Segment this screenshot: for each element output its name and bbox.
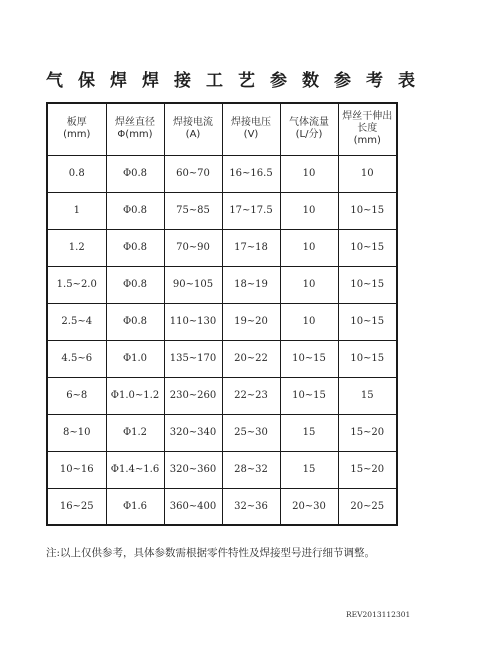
cell-gas-flow: 10 xyxy=(280,229,338,266)
revision-code: REV2013112301 xyxy=(346,610,411,619)
cell-wire-diameter: Φ0.8 xyxy=(106,266,164,303)
cell-welding-voltage: 16~16.5 xyxy=(222,155,280,192)
cell-plate-thickness: 1.5~2.0 xyxy=(47,266,106,303)
cell-welding-current: 320~360 xyxy=(164,451,222,488)
table-row xyxy=(47,229,397,266)
cell-wire-stickout: 10~15 xyxy=(338,229,397,266)
cell-welding-current: 60~70 xyxy=(164,155,222,192)
cell-wire-stickout: 10 xyxy=(338,155,397,192)
cell-wire-stickout: 10~15 xyxy=(338,340,397,377)
cell-gas-flow: 15 xyxy=(280,414,338,451)
footnote: 注:以上仅供参考，具体参数需根据零件特性及焊接型号进行细节调整。 xyxy=(46,547,376,559)
cell-plate-thickness: 1 xyxy=(47,192,106,229)
cell-wire-stickout: 20~25 xyxy=(338,488,397,525)
cell-wire-diameter: Φ1.0 xyxy=(106,340,164,377)
cell-welding-voltage: 22~23 xyxy=(222,377,280,414)
cell-welding-current: 75~85 xyxy=(164,192,222,229)
cell-welding-voltage: 28~32 xyxy=(222,451,280,488)
cell-plate-thickness: 8~10 xyxy=(47,414,106,451)
cell-plate-thickness: 4.5~6 xyxy=(47,340,106,377)
cell-gas-flow: 20~30 xyxy=(280,488,338,525)
cell-gas-flow: 10 xyxy=(280,192,338,229)
table-row xyxy=(47,340,397,377)
welding-parameter-table xyxy=(46,102,398,526)
cell-plate-thickness: 1.2 xyxy=(47,229,106,266)
cell-plate-thickness: 2.5~4 xyxy=(47,303,106,340)
cell-gas-flow: 10 xyxy=(280,266,338,303)
page-title: 气保焊焊接工艺参数参考表 xyxy=(46,71,430,91)
cell-wire-stickout: 10~15 xyxy=(338,303,397,340)
cell-welding-current: 320~340 xyxy=(164,414,222,451)
header-welding-current: 焊接电流 (A) xyxy=(164,103,222,155)
cell-welding-voltage: 19~20 xyxy=(222,303,280,340)
table-body xyxy=(47,155,397,525)
cell-plate-thickness: 16~25 xyxy=(47,488,106,525)
cell-wire-diameter: Φ1.6 xyxy=(106,488,164,525)
cell-gas-flow: 15 xyxy=(280,451,338,488)
table-row xyxy=(47,192,397,229)
cell-welding-current: 135~170 xyxy=(164,340,222,377)
cell-welding-current: 230~260 xyxy=(164,377,222,414)
header-gas-flow: 气体流量 (L/分) xyxy=(280,103,338,155)
cell-wire-stickout: 15~20 xyxy=(338,451,397,488)
cell-welding-voltage: 17~18 xyxy=(222,229,280,266)
cell-gas-flow: 10 xyxy=(280,303,338,340)
table-row xyxy=(47,266,397,303)
cell-welding-voltage: 17~17.5 xyxy=(222,192,280,229)
table-row xyxy=(47,414,397,451)
cell-wire-stickout: 15~20 xyxy=(338,414,397,451)
cell-welding-current: 90~105 xyxy=(164,266,222,303)
cell-wire-diameter: Φ0.8 xyxy=(106,192,164,229)
cell-welding-current: 110~130 xyxy=(164,303,222,340)
cell-wire-diameter: Φ1.2 xyxy=(106,414,164,451)
cell-wire-stickout: 10~15 xyxy=(338,266,397,303)
table-row xyxy=(47,303,397,340)
cell-wire-diameter: Φ1.0~1.2 xyxy=(106,377,164,414)
cell-plate-thickness: 0.8 xyxy=(47,155,106,192)
cell-plate-thickness: 6~8 xyxy=(47,377,106,414)
cell-welding-current: 70~90 xyxy=(164,229,222,266)
cell-gas-flow: 10~15 xyxy=(280,377,338,414)
header-welding-voltage: 焊接电压 (V) xyxy=(222,103,280,155)
cell-gas-flow: 10 xyxy=(280,155,338,192)
cell-wire-stickout: 10~15 xyxy=(338,192,397,229)
cell-welding-current: 360~400 xyxy=(164,488,222,525)
cell-wire-diameter: Φ0.8 xyxy=(106,303,164,340)
cell-wire-diameter: Φ1.4~1.6 xyxy=(106,451,164,488)
cell-wire-stickout: 15 xyxy=(338,377,397,414)
cell-gas-flow: 10~15 xyxy=(280,340,338,377)
cell-wire-diameter: Φ0.8 xyxy=(106,155,164,192)
header-wire-stickout: 焊丝干伸出长度 (mm) xyxy=(338,103,397,155)
header-wire-diameter: 焊丝直径 Φ(mm) xyxy=(106,103,164,155)
cell-wire-diameter: Φ0.8 xyxy=(106,229,164,266)
cell-welding-voltage: 18~19 xyxy=(222,266,280,303)
table-row xyxy=(47,155,397,192)
cell-welding-voltage: 20~22 xyxy=(222,340,280,377)
cell-welding-voltage: 25~30 xyxy=(222,414,280,451)
table-row xyxy=(47,377,397,414)
table-row xyxy=(47,488,397,525)
table-header-row xyxy=(47,103,397,155)
cell-welding-voltage: 32~36 xyxy=(222,488,280,525)
table-row xyxy=(47,451,397,488)
header-plate-thickness: 板厚 (mm) xyxy=(47,103,106,155)
cell-plate-thickness: 10~16 xyxy=(47,451,106,488)
